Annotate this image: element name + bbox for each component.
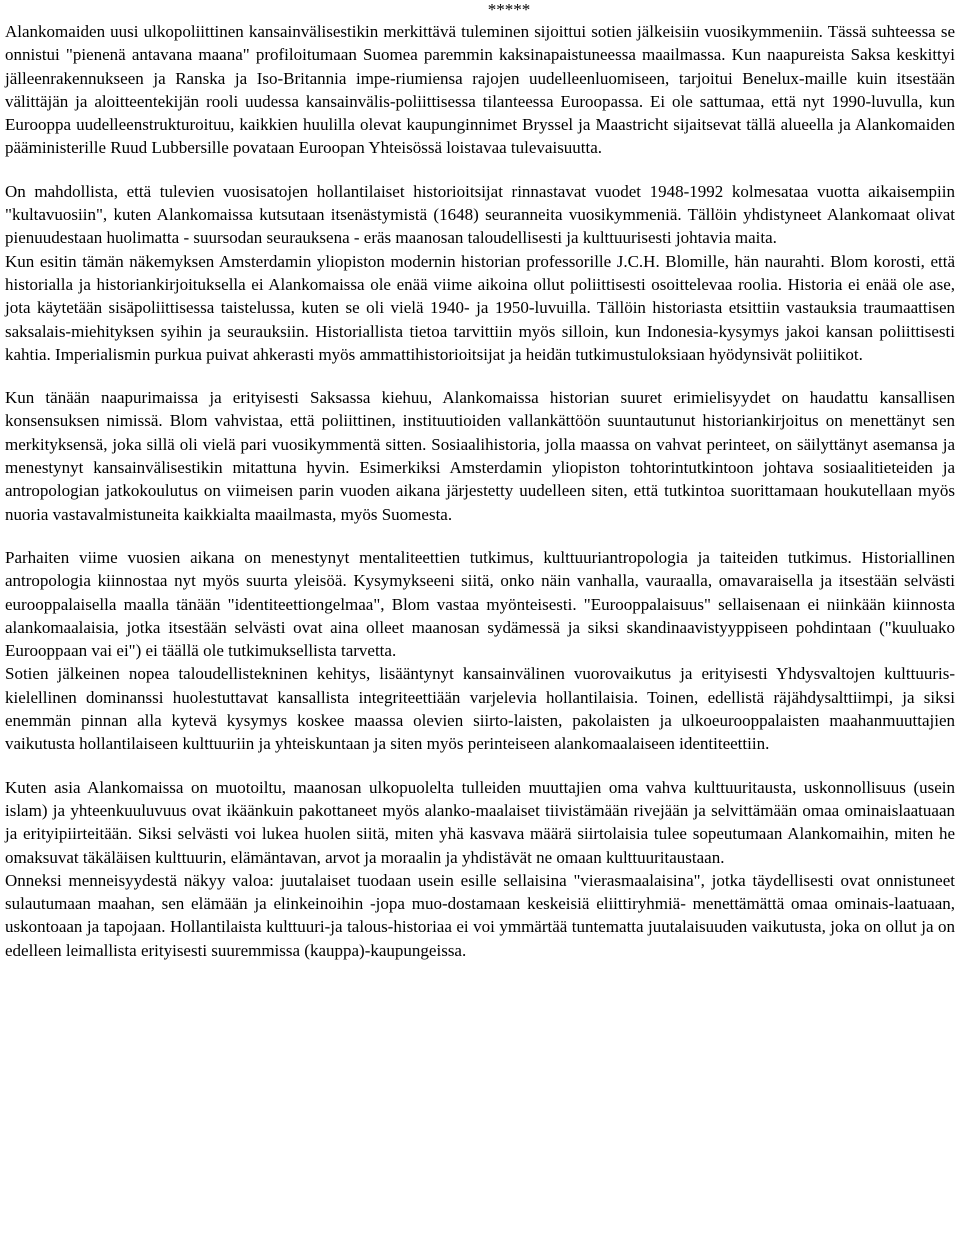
section-separator: ***** — [487, 0, 531, 19]
paragraph-2: On mahdollista, että tulevien vuosisatojen hollantilaiset historioitsijat rinnastavat vuodet 1948-1992 kolmesataa vuotta aikaisempiin "kultavuosiin", kuten Alankomaissa kutsutaan itsenästymistä (1648) seuranneita vuosikymmeniä. Tällöin yhdistyneet Alankomaat olivat pienuudestaan huolimatta - suursodan seurauksena - eräs maanosan taloudellisesti ja kulttuurisesti johtavia maita. — [5, 181, 955, 248]
paragraph-6: Sotien jälkeinen nopea taloudellistekninen kehitys, lisääntynyt kansainvälinen vuorovaikutus ja erityisesti Yhdysvaltojen kulttuuris-kielellinen dominanssi huolestuttavat kansallista integriteettiään varjelevia hollantilaisia. Toinen, edellistä räjähdysalttiimpi, ja siksi enemmän pinnan alla kytevä kysymys koskee maassa olevien siirto-laisten, pakolaisten ja ulkoeurooppalaisten maahanmuuttajien vaikutusta hollantilaiseen kulttuuriin ja yhteiskuntaan ja siten myös perinteiseen alankomaalaiseen identiteettiin. — [5, 664, 955, 754]
document-page — [5, 0, 955, 962]
paragraph-gap — [5, 756, 955, 776]
paragraph-gap — [5, 160, 955, 180]
paragraph-5: Parhaiten viime vuosien aikana on menestynyt mentaliteettien tutkimus, kulttuuriantropologia ja taiteiden tutkimus. Historiallinen antropologia kiinnostaa nyt myös suurta yleisöä. Kysymykseeni siitä, onko näin vanhalla, vauraalla, omavaraisella ja itsestään selvästi eurooppalaisella maalla tänään "identiteettiongelmaa", Blom vastaa myönteisesti. "Eurooppalaisuus" sellaisenaan ei niinkään kiinnosta alankomaalaisia, jotka itsestään selvästi ovat aina olleet maanosan sydämessä ja siksi skandinaavistyyppiseen pohdintaan ("kuuluako Eurooppaan vai ei") ei täällä ole tutkimuksellista tarvetta. — [5, 547, 955, 661]
paragraph-4: Kun tänään naapurimaissa ja erityisesti Saksassa kiehuu, Alankomaissa historian suuret erimielisyydet on haudattu kansallisen konsensuksen nimissä. Blom vahvistaa, että poliittinen, instituutioiden vallankättöön suuntautunut historiankirjoitus on menettänyt sen merkityksensä, joka sillä oli vielä pari vuosikymmentä sitten. Sosiaalihistoria, jolla maassa on vahvat perinteet, on säilyttänyt asemansa ja menestynyt kansainvälisestikin mitattuna hyvin. Esimerkiksi Amsterdamin yliopiston tohtorintutkintoon johtava sosiaalitieteiden ja antropologian jatkokoulutus on viimeisen parin vuoden aikana järjestetty uudelleen siten, että tutkintoa suorittamaan houkutellaan myös nuoria vastavalmistuneita kaikkialta maailmasta, myös Suomesta. — [5, 388, 955, 524]
paragraph-gap — [5, 366, 955, 386]
paragraph-8: Onneksi menneisyydestä näkyy valoa: juutalaiset tuodaan usein esille sellaisina "vierasmaalaisina", jotka täydellisesti ovat onnistuneet sulautumaan maahan, sen elämään ja elinkeinoihin -jopa muo-dostamaan keskeisiä eliittiryhmiä- menettämättä omaa ominais-laatuaan, uskontoaan ja tapojaan. Hollantilaista kulttuuri-ja talous-historiaa ei voi ymmärtää tuntematta juutalaisuuden vaikutusta, joka on ollut ja on edelleen leimallista erityisesti suuremmissa (kauppa)-kaupungeissa. — [5, 870, 955, 960]
paragraph-gap — [5, 526, 955, 546]
paragraph-1: Alankomaiden uusi ulkopoliittinen kansainvälisestikin merkittävä tuleminen sijoittui sotien jälkeisiin vuosikymmeniin. Tässä suhteessa se onnistui "pienenä antavana maana" profiloitumaan Suomea paremmin kaksinapaistuneessa maailmassa. Kun naapureista Saksa keskittyi jälleenrakennukseen ja Ranska ja Iso-Britannia impe-riumiensa rajojen uudelleenluomiseen, tarjoitui Benelux-maille kuin itsestään välittäjän ja aloitteentekijän rooli uudessa kansainvälis-poliittisessa tilanteessa Euroopassa. Ei ole sattumaa, että nyt 1990-luvulla, kun Eurooppa uudelleenstrukturoituu, kaikkien huulilla olevat kaupunginnimet Bryssel ja Maastricht sijaitsevat tällä alueella ja Alankomaiden pääministerille Ruud Lubbersille povataan Euroopan Yhteisössä loistavaa tulevaisuutta. — [5, 22, 955, 158]
paragraph-3: Kun esitin tämän näkemyksen Amsterdamin yliopiston modernin historian professorille J.C.H. Blomille, hän naurahti. Blom korosti, että historialla ja historiankirjoituksella ei Alankomaissa ole enää viime aikoina ollut poliittisesti osoittelevaa roolia. Historia ei enää ole ase, jota käytetään sisäpoliittisessa taistelussa, kuten se oli vielä 1940- ja 1950-luvuilla. Tällöin historiasta etsittiin vastauksia traumaattisen saksalais-miehityksen syihin ja seurauksiin. Historiallista tietoa tarvittiin myös silloin, kun Indonesia-kysymys jakoi kansan poliittisesti kahtia. Imperialismin purkua puivat ahkerasti myös ammattihistorioitsijat ja heidän tutkimustuloksiaan hyödynsivät poliitikot. — [5, 251, 955, 364]
paragraph-7: Kuten asia Alankomaissa on muotoiltu, maanosan ulkopuolelta tulleiden muuttajien oma vahva kulttuuritausta, uskonnollisuus (usein islam) ja yhteenkuuluvuus ovat ikäänkuin pakottaneet myös alanko-maalaiset tiivistämään rivejään ja selvittämään omaa ominaislaatuaan ja erityipiirteitään. Siksi selvästi voi lukea huolen siitä, miten yhä kasvava määrä siirtolaisia tulee sopeutumaan Alankomaihin, miten he omaksuvat täkäläisen kulttuurin, elämäntavan, arvot ja moraalin ja yhdistävät ne omaan kulttuuritaustaan. — [5, 777, 955, 867]
